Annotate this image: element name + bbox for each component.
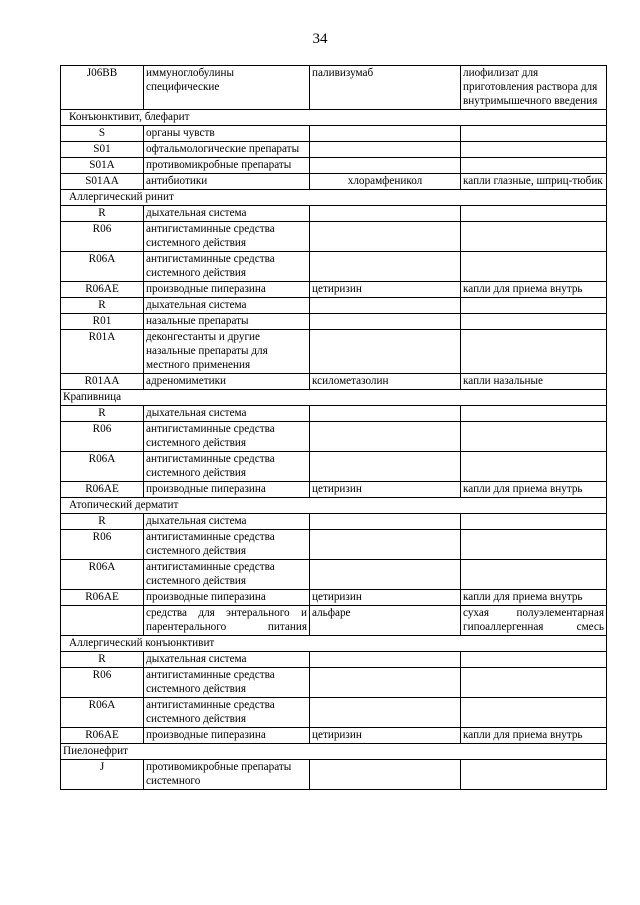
atc-code-cell: S01 xyxy=(61,142,144,158)
drug-name-cell xyxy=(310,668,461,698)
group-name-cell: дыхательная система xyxy=(144,206,310,222)
drug-name-cell xyxy=(310,298,461,314)
group-name-cell: антибиотики xyxy=(144,174,310,190)
section-row xyxy=(61,110,607,126)
atc-code-cell: R06A xyxy=(61,560,144,590)
section-title: Крапивница xyxy=(61,390,607,406)
dosage-form-cell xyxy=(461,314,607,330)
drug-name-cell: хлорамфеникол xyxy=(310,174,461,190)
drug-name-cell xyxy=(310,252,461,282)
table-row xyxy=(61,760,607,790)
drug-name-cell xyxy=(310,126,461,142)
drug-name-cell xyxy=(310,452,461,482)
atc-code-cell: S01AA xyxy=(61,174,144,190)
atc-code-cell: R06AE xyxy=(61,590,144,606)
table-row xyxy=(61,142,607,158)
table-row xyxy=(61,514,607,530)
dosage-form-cell xyxy=(461,126,607,142)
drug-name-cell xyxy=(310,560,461,590)
atc-code-cell: J06BB xyxy=(61,66,144,110)
table-row xyxy=(61,330,607,374)
drug-name-cell xyxy=(310,206,461,222)
group-name-cell: антигистаминные средства системного действия xyxy=(144,530,310,560)
section-row xyxy=(61,744,607,760)
dosage-form-cell xyxy=(461,452,607,482)
group-name-cell: антигистаминные средства системного действия xyxy=(144,698,310,728)
drug-name-cell: цетиризин xyxy=(310,728,461,744)
atc-code-cell: R06 xyxy=(61,422,144,452)
table-row xyxy=(61,652,607,668)
table-row xyxy=(61,282,607,298)
table-row xyxy=(61,406,607,422)
group-name-cell: антигистаминные средства системного действия xyxy=(144,252,310,282)
group-name-cell: производные пиперазина xyxy=(144,282,310,298)
group-name-cell: противомикробные препараты xyxy=(144,158,310,174)
drug-name-cell xyxy=(310,530,461,560)
table-row xyxy=(61,298,607,314)
atc-code-cell: R01A xyxy=(61,330,144,374)
dosage-form-cell xyxy=(461,514,607,530)
dosage-form-cell xyxy=(461,222,607,252)
table-row xyxy=(61,530,607,560)
dosage-form-cell xyxy=(461,530,607,560)
table-row xyxy=(61,728,607,744)
atc-code-cell: R06A xyxy=(61,452,144,482)
group-name-cell: деконгестанты и другие назальные препараты для местного применения xyxy=(144,330,310,374)
table-row xyxy=(61,422,607,452)
drug-name-cell xyxy=(310,330,461,374)
table-row xyxy=(61,126,607,142)
atc-code-cell: R xyxy=(61,206,144,222)
drug-name-cell xyxy=(310,314,461,330)
drug-name-cell: цетиризин xyxy=(310,590,461,606)
atc-code-cell: R01 xyxy=(61,314,144,330)
section-title: Атопический дерматит xyxy=(61,498,607,514)
atc-code-cell: R06 xyxy=(61,530,144,560)
drug-name-cell xyxy=(310,222,461,252)
group-name-cell: антигистаминные средства системного действия xyxy=(144,222,310,252)
atc-code-cell xyxy=(61,606,144,636)
group-name-cell: антигистаминные средства системного действия xyxy=(144,668,310,698)
group-name-cell: производные пиперазина xyxy=(144,482,310,498)
dosage-form-cell xyxy=(461,330,607,374)
drug-name-cell xyxy=(310,422,461,452)
drug-name-cell xyxy=(310,158,461,174)
table-row xyxy=(61,252,607,282)
drug-name-cell xyxy=(310,514,461,530)
dosage-form-cell: лиофилизат для приготовления раствора для внутримышечного введения xyxy=(461,66,607,110)
atc-code-cell: R06 xyxy=(61,222,144,252)
atc-code-cell: R01AA xyxy=(61,374,144,390)
atc-code-cell: R06 xyxy=(61,668,144,698)
table-row xyxy=(61,174,607,190)
drug-name-cell: ксилометазолин xyxy=(310,374,461,390)
atc-code-cell: J xyxy=(61,760,144,790)
group-name-cell: дыхательная система xyxy=(144,298,310,314)
dosage-form-cell: сухая полуэлементарная гипоаллергенная смесь xyxy=(461,606,607,636)
drug-name-cell xyxy=(310,406,461,422)
group-name-cell: офтальмологические препараты xyxy=(144,142,310,158)
dosage-form-cell xyxy=(461,652,607,668)
dosage-form-cell xyxy=(461,560,607,590)
table-row xyxy=(61,698,607,728)
dosage-form-cell xyxy=(461,422,607,452)
atc-code-cell: R xyxy=(61,406,144,422)
atc-code-cell: R06A xyxy=(61,252,144,282)
table-row xyxy=(61,222,607,252)
dosage-form-cell xyxy=(461,406,607,422)
table-row xyxy=(61,314,607,330)
dosage-form-cell xyxy=(461,206,607,222)
atc-code-cell: S01A xyxy=(61,158,144,174)
dosage-form-cell: капли для приема внутрь xyxy=(461,482,607,498)
section-row xyxy=(61,190,607,206)
section-title: Конъюнктивит, блефарит xyxy=(61,110,607,126)
table-row xyxy=(61,606,607,636)
group-name-cell: производные пиперазина xyxy=(144,590,310,606)
drug-name-cell: паливизумаб xyxy=(310,66,461,110)
drug-name-cell xyxy=(310,698,461,728)
dosage-form-cell: капли глазные, шприц-тюбик xyxy=(461,174,607,190)
dosage-form-cell xyxy=(461,142,607,158)
dosage-form-cell xyxy=(461,698,607,728)
group-name-cell: антигистаминные средства системного действия xyxy=(144,422,310,452)
atc-code-cell: S xyxy=(61,126,144,142)
section-title: Пиелонефрит xyxy=(61,744,607,760)
group-name-cell: антигистаминные средства системного действия xyxy=(144,560,310,590)
table-row xyxy=(61,668,607,698)
group-name-cell: дыхательная система xyxy=(144,652,310,668)
group-name-cell: дыхательная система xyxy=(144,406,310,422)
drug-name-cell xyxy=(310,760,461,790)
dosage-form-cell: капли назальные xyxy=(461,374,607,390)
dosage-form-cell: капли для приема внутрь xyxy=(461,728,607,744)
atc-code-cell: R06AE xyxy=(61,482,144,498)
table-row xyxy=(61,452,607,482)
group-name-cell: противомикробные препараты системного xyxy=(144,760,310,790)
medication-table-body xyxy=(61,66,607,790)
atc-code-cell: R xyxy=(61,298,144,314)
dosage-form-cell: капли для приема внутрь xyxy=(461,590,607,606)
section-title: Аллергический конъюнктивит xyxy=(61,636,607,652)
group-name-cell: дыхательная система xyxy=(144,514,310,530)
atc-code-cell: R06A xyxy=(61,698,144,728)
section-row xyxy=(61,390,607,406)
section-row xyxy=(61,498,607,514)
table-row xyxy=(61,590,607,606)
atc-code-cell: R xyxy=(61,652,144,668)
table-row xyxy=(61,560,607,590)
group-name-cell: производные пиперазина xyxy=(144,728,310,744)
page-number: 34 xyxy=(312,31,328,47)
dosage-form-cell xyxy=(461,668,607,698)
table-row xyxy=(61,158,607,174)
group-name-cell: органы чувств xyxy=(144,126,310,142)
dosage-form-cell xyxy=(461,298,607,314)
dosage-form-cell xyxy=(461,252,607,282)
drug-name-cell: альфаре xyxy=(310,606,461,636)
drug-name-cell: цетиризин xyxy=(310,282,461,298)
drug-name-cell xyxy=(310,652,461,668)
dosage-form-cell: капли для приема внутрь xyxy=(461,282,607,298)
section-row xyxy=(61,636,607,652)
group-name-cell: адреномиметики xyxy=(144,374,310,390)
table-row xyxy=(61,482,607,498)
medication-table xyxy=(60,65,607,790)
group-name-cell: иммуноглобулины специфические xyxy=(144,66,310,110)
atc-code-cell: R xyxy=(61,514,144,530)
dosage-form-cell xyxy=(461,760,607,790)
section-title: Аллергический ринит xyxy=(61,190,607,206)
atc-code-cell: R06AE xyxy=(61,728,144,744)
group-name-cell: антигистаминные средства системного действия xyxy=(144,452,310,482)
table-row xyxy=(61,374,607,390)
dosage-form-cell xyxy=(461,158,607,174)
group-name-cell: средства для энтерального и парентерального питания xyxy=(144,606,310,636)
table-row xyxy=(61,66,607,110)
table-row xyxy=(61,206,607,222)
group-name-cell: назальные препараты xyxy=(144,314,310,330)
drug-name-cell xyxy=(310,142,461,158)
atc-code-cell: R06AE xyxy=(61,282,144,298)
drug-name-cell: цетиризин xyxy=(310,482,461,498)
